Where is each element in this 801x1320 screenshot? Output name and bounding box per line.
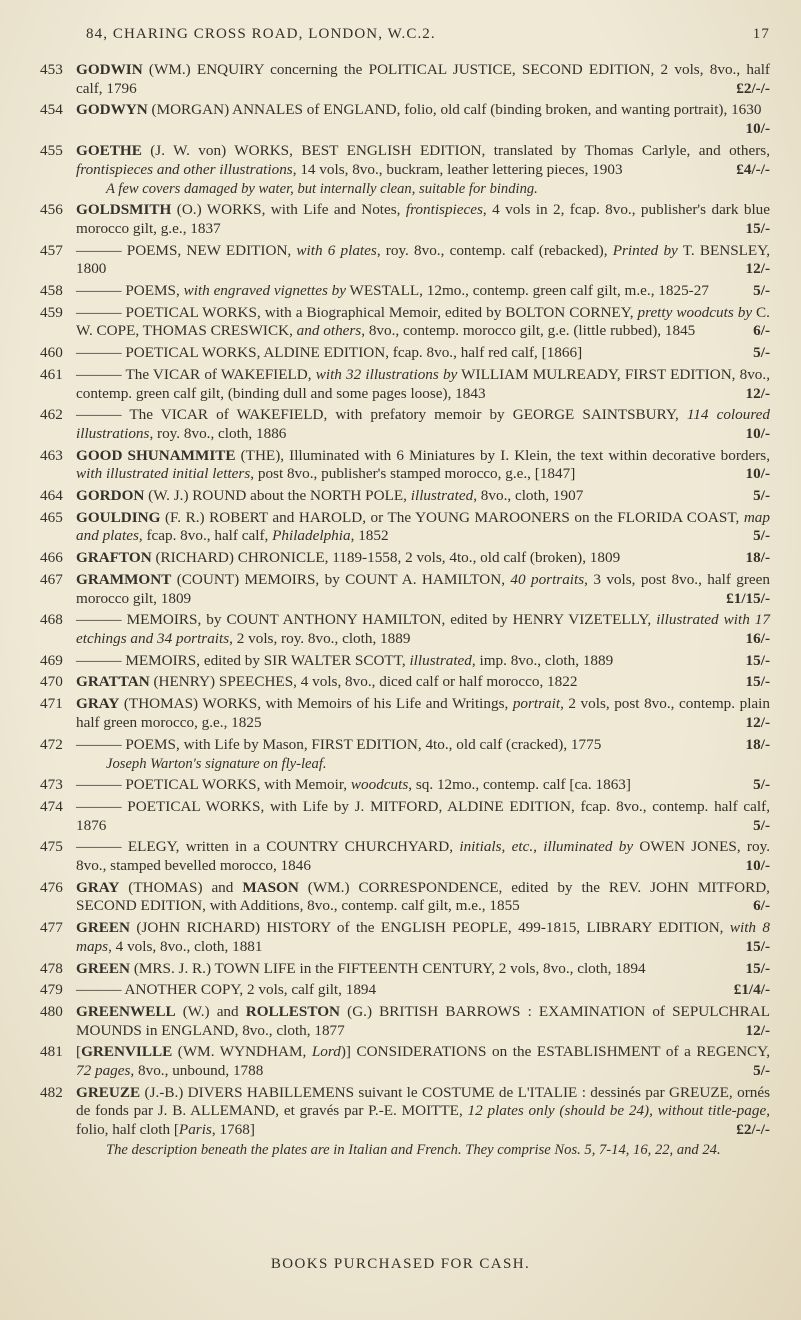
entry-number: 467 bbox=[40, 570, 63, 588]
entry-text-segment: 114 coloured illustrations bbox=[76, 406, 770, 442]
entry-price: £2/-/- bbox=[736, 1121, 770, 1139]
entry-headword: GOETHE bbox=[76, 141, 142, 159]
catalog-entry bbox=[40, 919, 770, 956]
entry-price: 18/- bbox=[745, 735, 770, 753]
entry-price: 15/- bbox=[745, 651, 770, 669]
entry-text-segment: (WM. WYNDHAM, bbox=[172, 1043, 312, 1061]
entry-text-segment: (F. R.) ROBERT and HAROLD, or The YOUNG MAROONERS on the FLORIDA COAST, bbox=[160, 508, 744, 526]
entry-text bbox=[76, 1043, 770, 1080]
entry-text-segment: Paris bbox=[178, 1121, 212, 1139]
entry-number: 480 bbox=[40, 1002, 63, 1020]
entry-text bbox=[76, 406, 770, 443]
catalog-entry bbox=[40, 652, 770, 671]
entry-text bbox=[76, 366, 770, 403]
entry-headword: GOULDING bbox=[76, 508, 161, 526]
catalog-entry bbox=[40, 61, 770, 98]
entry-text bbox=[76, 549, 770, 568]
entry-number: 464 bbox=[40, 487, 63, 505]
page-footer: BOOKS PURCHASED FOR CASH. bbox=[270, 1256, 531, 1272]
page-header bbox=[40, 26, 770, 43]
entry-text-segment: (J.-B.) DIVERS HABILLEMENS suivant le COSTUME de L'ITALIE : dessinés par GREUZE, ornés de fonds par J. B. ALLEMAND, et gravés par P.-E. MOITTE, bbox=[76, 1083, 770, 1120]
entry-text bbox=[76, 344, 770, 363]
entry-headword: GRENVILLE bbox=[81, 1043, 173, 1061]
catalog-entry bbox=[40, 879, 770, 916]
entry-note: The description beneath the plates are in Italian and French. They comprise Nos. 5, 7-14, 16, 22, and 24. bbox=[106, 1141, 721, 1158]
entry-text-segment: (WM.) CORRESPONDENCE, edited by the REV. JOHN MITFORD, SECOND EDITION, with Additions, 8vo., contemp. calf gilt, m.e., 1855 bbox=[76, 878, 770, 915]
entry-text-segment: and others bbox=[296, 322, 362, 340]
entry-text-segment: illustrated with 17 etchings and 34 portraits bbox=[76, 611, 770, 647]
entry-text-segment: , 8vo., cloth, 1907 bbox=[473, 487, 584, 505]
entry-number: 454 bbox=[40, 101, 63, 119]
catalog-entry bbox=[40, 1043, 770, 1080]
entry-text bbox=[76, 736, 770, 755]
entry-text-segment: , 2 vols, post 8vo., contemp. plain half green morocco, g.e., 1825 bbox=[76, 695, 770, 731]
entry-text bbox=[76, 960, 770, 979]
entry-text bbox=[76, 142, 770, 179]
entry-number: 456 bbox=[40, 201, 63, 219]
catalog-entry bbox=[40, 282, 770, 301]
entry-text-segment: ——— POEMS, bbox=[76, 282, 184, 300]
entry-text-segment: ——— POEMS, with Life by Mason, FIRST EDITION, 4to., old calf (cracked), 1775 bbox=[76, 735, 602, 753]
catalog-entry bbox=[40, 695, 770, 732]
catalog-entry bbox=[40, 1003, 770, 1040]
entry-text-segment: WESTALL, 12mo., contemp. green calf gilt, m.e., 1825-27 bbox=[346, 282, 709, 300]
entry-text-segment: with 6 plates bbox=[296, 241, 377, 259]
entry-price: 10/- bbox=[745, 465, 770, 483]
entry-text bbox=[76, 304, 770, 341]
entry-number: 465 bbox=[40, 508, 63, 526]
entry-number: 477 bbox=[40, 919, 63, 937]
entry-price: 15/- bbox=[745, 219, 770, 237]
entry-text-segment: Philadelphia bbox=[272, 527, 351, 545]
entry-text-segment: with 8 maps bbox=[76, 919, 770, 955]
entry-text-segment: OWEN JONES, roy. 8vo., stamped bevelled morocco, 1846 bbox=[76, 838, 770, 875]
entry-headword: GRATTAN bbox=[76, 673, 150, 691]
entry-price: 5/- bbox=[753, 1062, 770, 1080]
entry-price: £2/-/- bbox=[736, 79, 770, 97]
entry-text-segment: ——— ANOTHER COPY, 2 vols, calf gilt, 1894 bbox=[76, 981, 377, 999]
catalog-entry bbox=[40, 201, 770, 238]
entry-text-segment: 12 plates only (should be 24), without title-page bbox=[467, 1102, 767, 1120]
entry-text-segment: ——— MEMOIRS, edited by SIR WALTER SCOTT, bbox=[76, 651, 410, 669]
entry-text-segment: , 4 vols in 2, fcap. 8vo., publisher's dark blue morocco gilt, g.e., 1837 bbox=[76, 201, 771, 237]
catalog-entry bbox=[40, 101, 770, 138]
entry-text-segment: (W.) and bbox=[175, 1002, 246, 1020]
catalog-entry bbox=[40, 960, 770, 979]
entry-number: 478 bbox=[40, 959, 63, 977]
catalog-entry bbox=[40, 509, 770, 546]
entry-text-segment: illustrated bbox=[409, 651, 472, 669]
entry-price: 12/- bbox=[745, 260, 770, 278]
entry-text bbox=[76, 695, 770, 732]
entry-text bbox=[76, 652, 770, 671]
entry-text bbox=[76, 1084, 770, 1140]
catalog-entry bbox=[40, 611, 770, 648]
entry-text-segment: ——— POEMS, NEW EDITION, bbox=[76, 241, 297, 259]
entry-text bbox=[76, 201, 770, 238]
entry-number: 469 bbox=[40, 651, 63, 669]
entry-text bbox=[76, 282, 770, 301]
entry-note: Joseph Warton's signature on fly-leaf. bbox=[106, 756, 327, 773]
entry-text-segment: (O.) WORKS, with Life and Notes, bbox=[171, 201, 406, 219]
page-number: 17 bbox=[752, 26, 770, 42]
entry-text-segment: , 3 vols, post 8vo., half green morocco gilt, 1809 bbox=[76, 570, 770, 607]
entry-text bbox=[76, 242, 770, 279]
entry-price: 16/- bbox=[745, 629, 770, 647]
entry-text bbox=[76, 798, 770, 835]
entry-number: 472 bbox=[40, 735, 63, 753]
entry-text-segment: , sq. 12mo., contemp. calf [ca. 1863] bbox=[408, 776, 631, 794]
entry-text-segment: , roy. 8vo., contemp. calf (rebacked), bbox=[376, 241, 613, 259]
entry-text bbox=[76, 611, 770, 648]
entry-text bbox=[76, 673, 770, 692]
entry-number: 466 bbox=[40, 549, 63, 567]
entry-price: 5/- bbox=[753, 487, 770, 505]
entry-price: 5/- bbox=[753, 282, 770, 300]
catalog-entry bbox=[40, 366, 770, 403]
entry-text-segment: Printed by bbox=[612, 241, 678, 259]
entry-note: A few covers damaged by water, but internally clean, suitable for binding. bbox=[106, 181, 538, 198]
entry-price: 10/- bbox=[745, 120, 770, 138]
entry-number: 462 bbox=[40, 406, 63, 424]
entry-text-segment: 40 portraits bbox=[510, 570, 585, 588]
entry-text-segment: frontispieces bbox=[405, 201, 483, 219]
catalog-entry bbox=[40, 344, 770, 363]
entry-number: 459 bbox=[40, 303, 63, 321]
entry-headword: GREEN bbox=[76, 959, 131, 977]
entry-number: 474 bbox=[40, 797, 63, 815]
entry-text-segment: frontispieces and other illustrations bbox=[76, 160, 293, 178]
entry-number: 471 bbox=[40, 695, 63, 713]
running-head-address: 84, CHARING CROSS ROAD, LONDON, W.C.2. bbox=[86, 26, 436, 42]
entry-number: 457 bbox=[40, 241, 63, 259]
entry-text-segment: )] CONSIDERATIONS on the ESTABLISHMENT of a REGENCY, bbox=[340, 1043, 770, 1061]
entry-number: 458 bbox=[40, 282, 63, 300]
entry-number: 473 bbox=[40, 776, 63, 794]
entry-headword: ROLLESTON bbox=[245, 1002, 341, 1020]
entry-text-segment: (MORGAN) ANNALES of ENGLAND, folio, old calf (binding broken, and wanting portrait), 1630 bbox=[147, 101, 762, 119]
entry-price: 12/- bbox=[745, 1021, 770, 1039]
catalog-entry bbox=[40, 798, 770, 835]
entry-price: £1/15/- bbox=[726, 589, 770, 607]
entry-number: 461 bbox=[40, 365, 63, 383]
entry-number: 475 bbox=[40, 838, 63, 856]
entry-text bbox=[76, 981, 770, 1000]
entry-text-segment: pretty woodcuts by bbox=[637, 303, 753, 321]
entry-text-segment: map and plates bbox=[76, 508, 770, 545]
entry-text-segment: , fcap. 8vo., half calf, bbox=[138, 527, 273, 545]
entry-text-segment: 72 pages bbox=[76, 1062, 131, 1080]
entry-headword: GOLDSMITH bbox=[76, 201, 172, 219]
catalog-entry bbox=[40, 242, 770, 279]
entry-number: 468 bbox=[40, 611, 63, 629]
entry-text-segment: (WM.) ENQUIRY concerning the POLITICAL JUSTICE, SECOND EDITION, 2 vols, 8vo., half calf, 1796 bbox=[76, 61, 770, 97]
entry-text-segment: portrait bbox=[512, 695, 561, 713]
entry-text bbox=[76, 101, 770, 138]
entry-number: 481 bbox=[40, 1043, 63, 1061]
catalog-entry bbox=[40, 142, 770, 198]
catalog-entry bbox=[40, 549, 770, 568]
catalog-entry bbox=[40, 487, 770, 506]
entry-text-segment: (J. W. von) WORKS, BEST ENGLISH EDITION, translated by Thomas Carlyle, and others, bbox=[141, 141, 770, 159]
entry-number: 482 bbox=[40, 1083, 63, 1101]
entry-price: 10/- bbox=[745, 424, 770, 442]
entry-text-segment: (MRS. J. R.) TOWN LIFE in the FIFTEENTH CENTURY, 2 vols, 8vo., cloth, 1894 bbox=[130, 959, 646, 977]
entry-price: 5/- bbox=[753, 527, 770, 545]
entry-text-segment: woodcuts bbox=[350, 776, 409, 794]
entry-text bbox=[76, 487, 770, 506]
entry-text-segment: Lord bbox=[311, 1043, 341, 1061]
entry-text-segment: (JOHN RICHARD) HISTORY of the ENGLISH PEOPLE, 499-1815, LIBRARY EDITION, bbox=[130, 919, 730, 937]
entry-text-segment: (THOMAS) WORKS, with Memoirs of his Life and Writings, bbox=[119, 695, 513, 713]
entry-number: 460 bbox=[40, 344, 63, 362]
entry-price: £4/-/- bbox=[736, 160, 770, 178]
entry-text-segment: with engraved vignettes by bbox=[183, 282, 346, 300]
entry-text bbox=[76, 919, 770, 956]
entry-text-segment: initials, etc., illuminated by bbox=[459, 838, 634, 856]
entry-text bbox=[76, 776, 770, 795]
catalog-entry bbox=[40, 447, 770, 484]
entry-text bbox=[76, 571, 770, 608]
entry-text-segment: ——— The VICAR of WAKEFIELD, with prefatory memoir by GEORGE SAINTSBURY, bbox=[76, 406, 687, 424]
entry-price: 12/- bbox=[745, 384, 770, 402]
entry-price: 6/- bbox=[753, 322, 770, 340]
entry-text-segment: ——— POETICAL WORKS, with Life by J. MITFORD, ALDINE EDITION, fcap. 8vo., contemp. half calf, 1876 bbox=[76, 797, 770, 834]
entry-text-segment: WILLIAM MULREADY, FIRST EDITION, 8vo., contemp. green calf gilt, (binding dull and some pages loose), 1843 bbox=[76, 365, 770, 402]
entry-headword: GOOD SHUNAMMITE bbox=[76, 446, 236, 464]
entry-text-segment: , 4 vols, 8vo., cloth, 1881 bbox=[108, 937, 263, 955]
entry-price: 6/- bbox=[753, 897, 770, 915]
entry-price: 5/- bbox=[753, 816, 770, 834]
entry-text-segment: , 14 vols, 8vo., buckram, leather lettering pieces, 1903 bbox=[292, 160, 623, 178]
entry-headword: GRAMMONT bbox=[76, 570, 172, 588]
entry-list bbox=[40, 58, 770, 1159]
entry-text-segment: , 1768] bbox=[211, 1121, 255, 1139]
entry-price: 12/- bbox=[745, 713, 770, 731]
catalog-entry bbox=[40, 304, 770, 341]
entry-number: 453 bbox=[40, 61, 63, 78]
catalog-entry bbox=[40, 571, 770, 608]
entry-text-segment: ——— POETICAL WORKS, with a Biographical Memoir, edited by BOLTON CORNEY, bbox=[76, 303, 638, 321]
entry-text bbox=[76, 838, 770, 875]
catalog-entry bbox=[40, 776, 770, 795]
catalog-entry bbox=[40, 838, 770, 875]
entry-text bbox=[76, 509, 770, 546]
entry-text-segment: illustrated bbox=[410, 487, 474, 505]
entry-number: 479 bbox=[40, 981, 63, 999]
entry-headword: GREUZE bbox=[76, 1083, 141, 1101]
entry-text-segment: (W. J.) ROUND about the NORTH POLE, bbox=[144, 487, 411, 505]
entry-text-segment: , imp. 8vo., cloth, 1889 bbox=[471, 651, 614, 669]
entry-text-segment: (THOMAS) and bbox=[119, 878, 243, 896]
entry-number: 463 bbox=[40, 446, 63, 464]
catalog-entry bbox=[40, 406, 770, 443]
entry-text-segment: T. BENSLEY, 1800 bbox=[76, 241, 770, 278]
catalog-entry bbox=[40, 1084, 770, 1159]
entry-text-segment: ——— ELEGY, written in a COUNTRY CHURCHYARD, bbox=[76, 838, 460, 856]
entry-text bbox=[76, 447, 770, 484]
entry-headword: GRAFTON bbox=[76, 549, 152, 567]
entry-headword: GREENWELL bbox=[76, 1002, 176, 1020]
entry-price: £1/4/- bbox=[733, 981, 770, 999]
catalog-entry bbox=[40, 736, 770, 774]
entry-text-segment: ——— The VICAR of WAKEFIELD, bbox=[76, 365, 316, 383]
entry-headword: GORDON bbox=[76, 487, 145, 505]
entry-text-segment: , 8vo., contemp. morocco gilt, g.e. (little rubbed), 1845 bbox=[361, 322, 696, 340]
entry-text-segment: , folio, half cloth [ bbox=[76, 1102, 770, 1139]
entry-text-segment: , post 8vo., publisher's stamped morocco, g.e., [1847] bbox=[250, 465, 576, 483]
entry-text-segment: (RICHARD) CHRONICLE, 1189-1558, 2 vols, 4to., old calf (broken), 1809 bbox=[151, 549, 621, 567]
entry-text-segment: (THE), Illuminated with 6 Miniatures by I. Klein, the text within decorative borders, bbox=[235, 446, 770, 464]
entry-price: 18/- bbox=[745, 549, 770, 567]
entry-text-segment: , 8vo., unbound, 1788 bbox=[130, 1062, 264, 1080]
catalog-entry bbox=[40, 981, 770, 1000]
catalog-entry bbox=[40, 673, 770, 692]
entry-text-segment: (COUNT) MEMOIRS, by COUNT A. HAMILTON, bbox=[171, 570, 511, 588]
entry-price: 15/- bbox=[745, 673, 770, 691]
entry-number: 455 bbox=[40, 141, 63, 159]
entry-number: 470 bbox=[40, 673, 63, 691]
entry-headword: GODWIN bbox=[76, 61, 143, 78]
entry-text-segment: ——— POETICAL WORKS, ALDINE EDITION, fcap. 8vo., half red calf, [1866] bbox=[76, 344, 583, 362]
entry-headword: GRAY bbox=[76, 695, 120, 713]
entry-headword: GREEN bbox=[76, 919, 131, 937]
entry-price: 15/- bbox=[745, 937, 770, 955]
entry-text-segment: ——— POETICAL WORKS, with Memoir, bbox=[76, 776, 351, 794]
entry-text-segment: with illustrated initial letters bbox=[76, 465, 251, 483]
entry-text-segment: (HENRY) SPEECHES, 4 vols, 8vo., diced calf or half morocco, 1822 bbox=[149, 673, 578, 691]
entry-headword: MASON bbox=[242, 878, 299, 896]
entry-headword: GRAY bbox=[76, 878, 120, 896]
entry-text bbox=[76, 61, 770, 98]
entry-text-segment: (G.) BRITISH BARROWS : EXAMINATION of SEPULCHRAL MOUNDS in ENGLAND, 8vo., cloth, 1877 bbox=[76, 1002, 770, 1039]
entry-text bbox=[76, 1003, 770, 1040]
entry-text-segment: ——— MEMOIRS, by COUNT ANTHONY HAMILTON, edited by HENRY VIZETELLY, bbox=[76, 611, 657, 629]
entry-text bbox=[76, 879, 770, 916]
entry-price: 10/- bbox=[745, 857, 770, 875]
entry-text-segment: [ bbox=[76, 1043, 82, 1061]
entry-text-segment: C. W. COPE, THOMAS CRESWICK, bbox=[76, 303, 770, 340]
entry-price: 5/- bbox=[753, 344, 770, 362]
entry-text-segment: with 32 illustrations by bbox=[315, 365, 458, 383]
entry-number: 476 bbox=[40, 878, 63, 896]
entry-text-segment: , roy. 8vo., cloth, 1886 bbox=[149, 424, 287, 442]
entry-text-segment: , 1852 bbox=[350, 527, 389, 545]
entry-price: 15/- bbox=[745, 959, 770, 977]
entry-headword: GODWYN bbox=[76, 101, 148, 119]
entry-text-segment: , 2 vols, roy. 8vo., cloth, 1889 bbox=[229, 629, 411, 647]
entry-price: 5/- bbox=[753, 776, 770, 794]
